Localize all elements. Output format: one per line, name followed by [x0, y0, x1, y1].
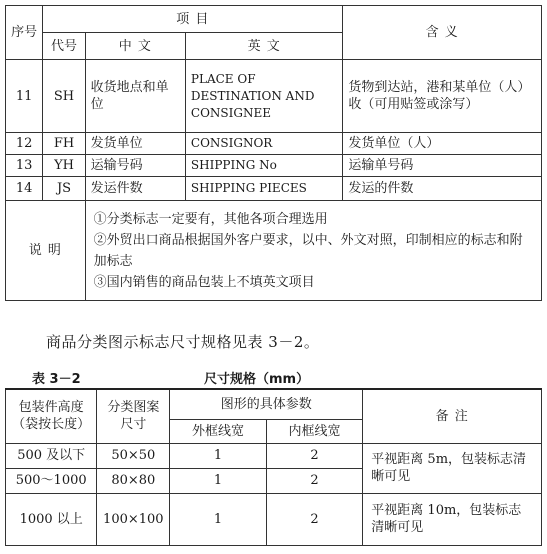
r1-size: 50×50 — [97, 443, 170, 468]
header-item: 项 目 — [43, 6, 343, 33]
note-3: ③国内销售的商品包装上不填英文项目 — [93, 274, 315, 290]
row11-meaning: 货物到达站，港和某单位（人）收（可用贴签或涂写） — [343, 60, 542, 133]
header-inner: 内框线宽 — [266, 419, 363, 443]
r3-height: 1000 以上 — [6, 493, 97, 545]
row13-en: SHIPPING No — [185, 155, 342, 177]
header-params: 图形的具体参数 — [170, 389, 363, 419]
r1-height: 500 及以下 — [6, 443, 97, 468]
note-1: ①分类标志一定要有，其他各项合理选用 — [93, 211, 328, 227]
header-seq: 序号 — [6, 6, 43, 60]
row13-code: YH — [43, 155, 85, 177]
r2-inner: 2 — [266, 468, 363, 493]
r2-outer: 1 — [170, 468, 267, 493]
r3-remark: 平视距离 10m，包装标志清晰可见 — [363, 493, 542, 545]
row12-zh: 发货单位 — [85, 133, 185, 155]
row11-zh: 收货地点和单位 — [85, 60, 185, 133]
r1-inner: 2 — [266, 443, 363, 468]
notes-label: 说 明 — [6, 201, 86, 301]
r2-size: 80×80 — [97, 468, 170, 493]
header-height: 包装件高度（袋按长度） — [6, 389, 97, 443]
row11-en: PLACE OF DESTINATION AND CONSIGNEE — [185, 60, 342, 133]
table2-number: 表 3－2 — [32, 372, 81, 387]
r2-height: 500～1000 — [6, 468, 97, 493]
row13-meaning: 运输单号码 — [343, 155, 542, 177]
header-code: 代号 — [43, 33, 85, 60]
row14-zh: 发运件数 — [85, 177, 185, 201]
row12-seq: 12 — [6, 133, 43, 155]
marking-table — [5, 5, 542, 301]
row12-meaning: 发货单位（人） — [343, 133, 542, 155]
r3-inner: 2 — [266, 493, 363, 545]
r1-remark: 平视距离 5m，包装标志清晰可见 — [363, 443, 542, 493]
row13-seq: 13 — [6, 155, 43, 177]
row14-code: JS — [43, 177, 85, 201]
r3-size: 100×100 — [97, 493, 170, 545]
row13-zh: 运输号码 — [85, 155, 185, 177]
r1-outer: 1 — [170, 443, 267, 468]
header-english: 英 文 — [185, 33, 342, 60]
row12-code: FH — [43, 133, 85, 155]
header-meaning: 含 义 — [343, 6, 542, 60]
note-2: ②外贸出口商品根据国外客户要求，以中、外文对照，印制相应的标志和附加标志 — [93, 232, 523, 269]
size-spec-table — [5, 388, 542, 546]
row12-en: CONSIGNOR — [185, 133, 342, 155]
row11-code: SH — [43, 60, 85, 133]
header-chinese: 中 文 — [85, 33, 185, 60]
row11-seq: 11 — [6, 60, 43, 133]
row14-en: SHIPPING PIECES — [185, 177, 342, 201]
table2-title: 尺寸规格（mm） — [204, 372, 310, 387]
paragraph: 商品分类图示标志尺寸规格见表 3－2。 — [46, 333, 320, 351]
header-outer: 外框线宽 — [170, 419, 267, 443]
header-size: 分类图案尺寸 — [97, 389, 170, 443]
r3-outer: 1 — [170, 493, 267, 545]
row14-seq: 14 — [6, 177, 43, 201]
notes-cell — [85, 201, 541, 301]
row14-meaning: 发运的件数 — [343, 177, 542, 201]
header-remark: 备 注 — [363, 389, 542, 443]
